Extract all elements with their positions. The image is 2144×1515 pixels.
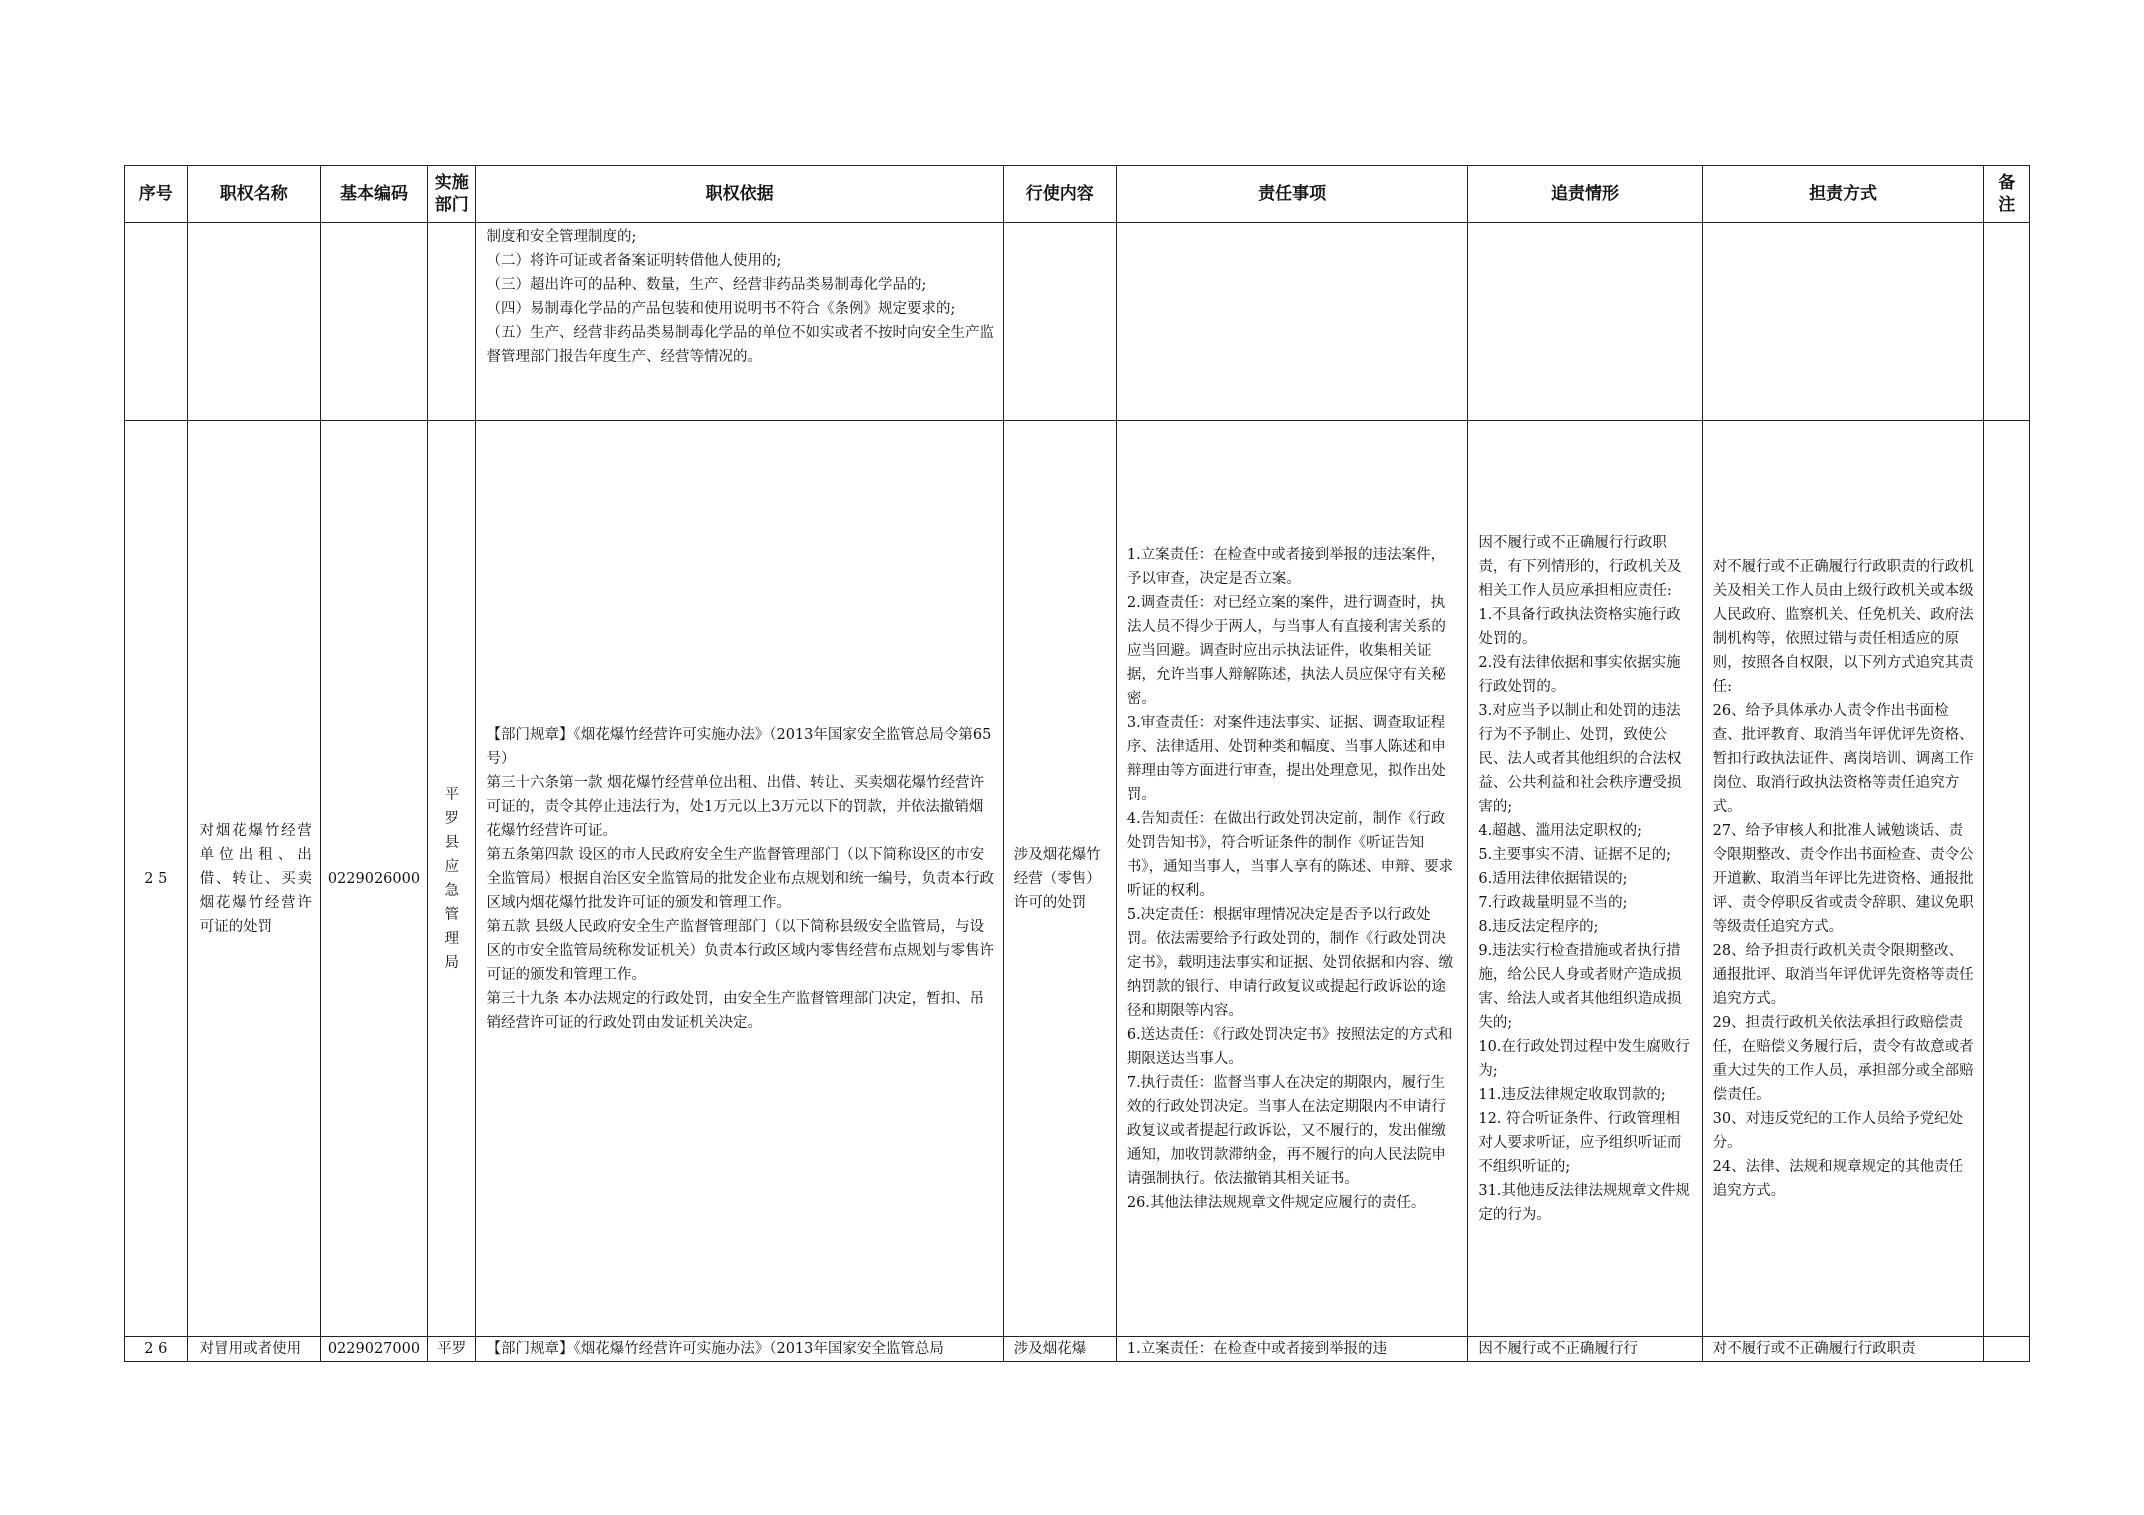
bearing-item: 30、对违反党纪的工作人员给予党纪处分。 xyxy=(1712,1110,1964,1151)
accountability-item: 9.违法实行检查措施或者执行措施，给公民人身或者财产造成损害、给法人或者其他组织造成损失的; xyxy=(1478,942,1682,1031)
accountability-cell: 因不履行或不正确履行行 xyxy=(1468,1337,1702,1362)
responsibility-item: 3.审查责任：对案件违法事实、证据、调查取证程序、法律适用、处罚种类和幅度、当事人陈述和申辩理由等方面进行审查，提出处理意见，拟作出处罚。 xyxy=(1126,714,1446,803)
basis-line: 第三十九条 本办法规定的行政处罚，由安全生产监督管理部门决定，暂扣、吊销经营许可证的行政处罚由发证机关决定。 xyxy=(486,990,985,1031)
seq-cell: 2 6 xyxy=(125,1337,188,1362)
remark-cell xyxy=(1984,1337,2030,1362)
bearing-item: 27、给予审核人和批准人诫勉谈话、责令限期整改、责令作出书面检查、责令公开道歉、取消当年评比先进资格、通报批评、责令停职反省或责令辞职、建议免职等级责任追究方式。 xyxy=(1712,822,1974,935)
accountability-item: 4.超越、滥用法定职权的; xyxy=(1478,822,1643,839)
header-row xyxy=(125,166,2030,223)
basis-line: 第五条第四款 设区的市人民政府安全生产监督管理部门（以下简称设区的市安全监管局）根据自治区安全监管局的批发企业布点规划和统一编号，负责本行政区域内烟花爆竹批发许可证的颁发和管理工作。 xyxy=(486,846,994,911)
header-content: 行使内容 xyxy=(1003,166,1116,223)
header-remark: 备注 xyxy=(1984,166,2030,223)
basis-line: 第五款 县级人民政府安全生产监督管理部门（以下简称县级安全监管局，与设区的市安全监管局统称发证机关）负责本行政区域内零售经营布点规划与零售许可证的颁发和管理工作。 xyxy=(486,918,994,983)
duty-table xyxy=(124,165,2030,1362)
power-name-cell: 对烟花爆竹经营单位出租、出借、转让、买卖烟花爆竹经营许可证的处罚 xyxy=(187,421,320,1337)
bearing-item: 24、法律、法规和规章规定的其他责任追究方式。 xyxy=(1712,1158,1964,1199)
responsibility-item: 26.其他法律法规规章文件规定应履行的责任。 xyxy=(1126,1194,1426,1211)
basis-line: 制度和安全管理制度的; xyxy=(486,229,637,245)
header-basis: 职权依据 xyxy=(476,166,1003,223)
bearing-cell xyxy=(1702,421,1984,1337)
power-name-cell: 对冒用或者使用 xyxy=(187,1337,320,1362)
responsibility-item: 1.立案责任：在检查中或者接到举报的违法案件，予以审查，决定是否立案。 xyxy=(1126,546,1446,587)
accountability-item: 8.违反法定程序的; xyxy=(1478,918,1599,935)
accountability-item: 12. 符合听证条件、行政管理相对人要求听证，应予组织听证而不组织听证的; xyxy=(1478,1110,1682,1175)
accountability-item: 3.对应当予以制止和处罚的违法行为不予制止、处罚，致使公民、法人或者其他组织的合法权益、公共利益和社会秩序遭受损害的; xyxy=(1478,702,1682,815)
table-row xyxy=(125,1337,2030,1362)
table-row-continuation xyxy=(125,223,2030,421)
basis-line: （三）超出许可的品种、数量，生产、经营非药品类易制毒化学品的; xyxy=(486,277,927,293)
accountability-item: 31.其他违反法律法规规章文件规定的行为。 xyxy=(1478,1182,1690,1223)
accountability-item: 6.适用法律依据错误的; xyxy=(1478,870,1628,887)
header-accountability: 追责情形 xyxy=(1468,166,1702,223)
responsibility-cell: 1.立案责任：在检查中或者接到举报的违 xyxy=(1116,1337,1468,1362)
header-code: 基本编码 xyxy=(320,166,427,223)
basis-cell xyxy=(476,223,1003,421)
accountability-item: 7.行政裁量明显不当的; xyxy=(1478,894,1628,911)
code-cell: 0229026000 xyxy=(320,421,427,1337)
bearing-item: 29、担责行政机关依法承担行政赔偿责任，在赔偿义务履行后，责令有故意或者重大过失的工作人员，承担部分或全部赔偿责任。 xyxy=(1712,1014,1974,1103)
content-cell: 涉及烟花爆 xyxy=(1003,1337,1116,1362)
basis-line: 【部门规章】《烟花爆竹经营许可实施办法》（2013年国家安全监管总局令第65号） xyxy=(486,726,992,767)
header-dept: 实施部门 xyxy=(428,166,476,223)
bearing-cell: 对不履行或不正确履行行政职责 xyxy=(1702,1337,1984,1362)
basis-line: （四）易制毒化学品的产品包装和使用说明书不符合《条例》规定要求的; xyxy=(486,301,956,317)
accountability-cell xyxy=(1468,421,1702,1337)
bearing-item: 26、给予具体承办人责令作出书面检查、批评教育、取消当年评优评先资格、暂扣行政执法证件、离岗培训、调离工作岗位、取消行政执法资格等责任追究方式。 xyxy=(1712,702,1974,815)
accountability-item: 2.没有法律依据和事实依据实施行政处罚的。 xyxy=(1478,654,1681,695)
responsibility-item: 5.决定责任：根据审理情况决定是否予以行政处罚。依法需要给予行政处罚的，制作《行政处罚决定书》，载明违法事实和证据、处罚依据和内容、缴纳罚款的银行、申请行政复议或提起行政诉讼的途径和期限等内容。 xyxy=(1126,906,1454,1019)
responsibility-item: 2.调查责任：对已经立案的案件，进行调查时，执法人员不得少于两人，与当事人有直接利害关系的应当回避。调查时应出示执法证件，收集相关证据，允许当事人辩解陈述，执法人员应保守有关秘密。 xyxy=(1126,594,1446,707)
header-responsibility: 责任事项 xyxy=(1116,166,1468,223)
responsibility-item: 7.执行责任：监督当事人在决定的期限内，履行生效的行政处罚决定。当事人在法定期限内不申请行政复议或者提起行政诉讼，又不履行的，发出催缴通知，加收罚款滞纳金，再不履行的向人民法院申请强制执行。依法撤销其相关证书。 xyxy=(1126,1074,1446,1187)
dept-cell: 平罗 xyxy=(428,1337,476,1362)
basis-line: （二）将许可证或者备案证明转借他人使用的; xyxy=(486,253,782,269)
remark-cell xyxy=(1984,421,2030,1337)
basis-cell: 【部门规章】《烟花爆竹经营许可实施办法》（2013年国家安全监管总局 xyxy=(476,1337,1003,1362)
basis-line: 第三十六条第一款 烟花爆竹经营单位出租、出借、转让、买卖烟花爆竹经营许可证的，责令其停止违法行为，处1万元以上3万元以下的罚款，并依法撤销烟花爆竹经营许可证。 xyxy=(486,774,985,839)
basis-line: （五）生产、经营非药品类易制毒化学品的单位不如实或者不按时向安全生产监督管理部门报告年度生产、经营等情况的。 xyxy=(486,325,994,365)
accountability-item: 11.违反法律规定收取罚款的; xyxy=(1478,1086,1666,1103)
accountability-item: 5.主要事实不清、证据不足的; xyxy=(1478,846,1672,863)
table-row xyxy=(125,421,2030,1337)
seq-cell: 2 5 xyxy=(125,421,188,1337)
dept-cell: 平罗县应急管理局 xyxy=(428,421,476,1337)
bearing-item: 对不履行或不正确履行行政职责的行政机关及相关工作人员由上级行政机关或本级人民政府、监察机关、任免机关、政府法制机构等，依照过错与责任相适应的原则，按照各自权限，以下列方式追究其责任: xyxy=(1712,558,1974,695)
basis-cell xyxy=(476,421,1003,1337)
bearing-item: 28、给予担责行政机关责令限期整改、通报批评、取消当年评优评先资格等责任追究方式。 xyxy=(1712,942,1974,1007)
header-name: 职权名称 xyxy=(187,166,320,223)
accountability-item: 因不履行或不正确履行行政职责，有下列情形的，行政机关及相关工作人员应承担相应责任: xyxy=(1478,534,1682,599)
accountability-item: 10.在行政处罚过程中发生腐败行为; xyxy=(1478,1038,1690,1079)
responsibility-item: 6.送达责任：《行政处罚决定书》按照法定的方式和期限送达当事人。 xyxy=(1126,1026,1453,1067)
responsibility-cell xyxy=(1116,421,1468,1337)
header-bearing: 担责方式 xyxy=(1702,166,1984,223)
content-cell: 涉及烟花爆竹经营（零售）许可的处罚 xyxy=(1003,421,1116,1337)
header-seq: 序号 xyxy=(125,166,188,223)
code-cell: 0229027000 xyxy=(320,1337,427,1362)
responsibility-item: 4.告知责任：在做出行政处罚决定前，制作《行政处罚告知书》，符合听证条件的制作《听证告知书》，通知当事人，当事人享有的陈述、申辩、要求听证的权利。 xyxy=(1126,810,1454,899)
accountability-item: 1.不具备行政执法资格实施行政处罚的。 xyxy=(1478,606,1681,647)
